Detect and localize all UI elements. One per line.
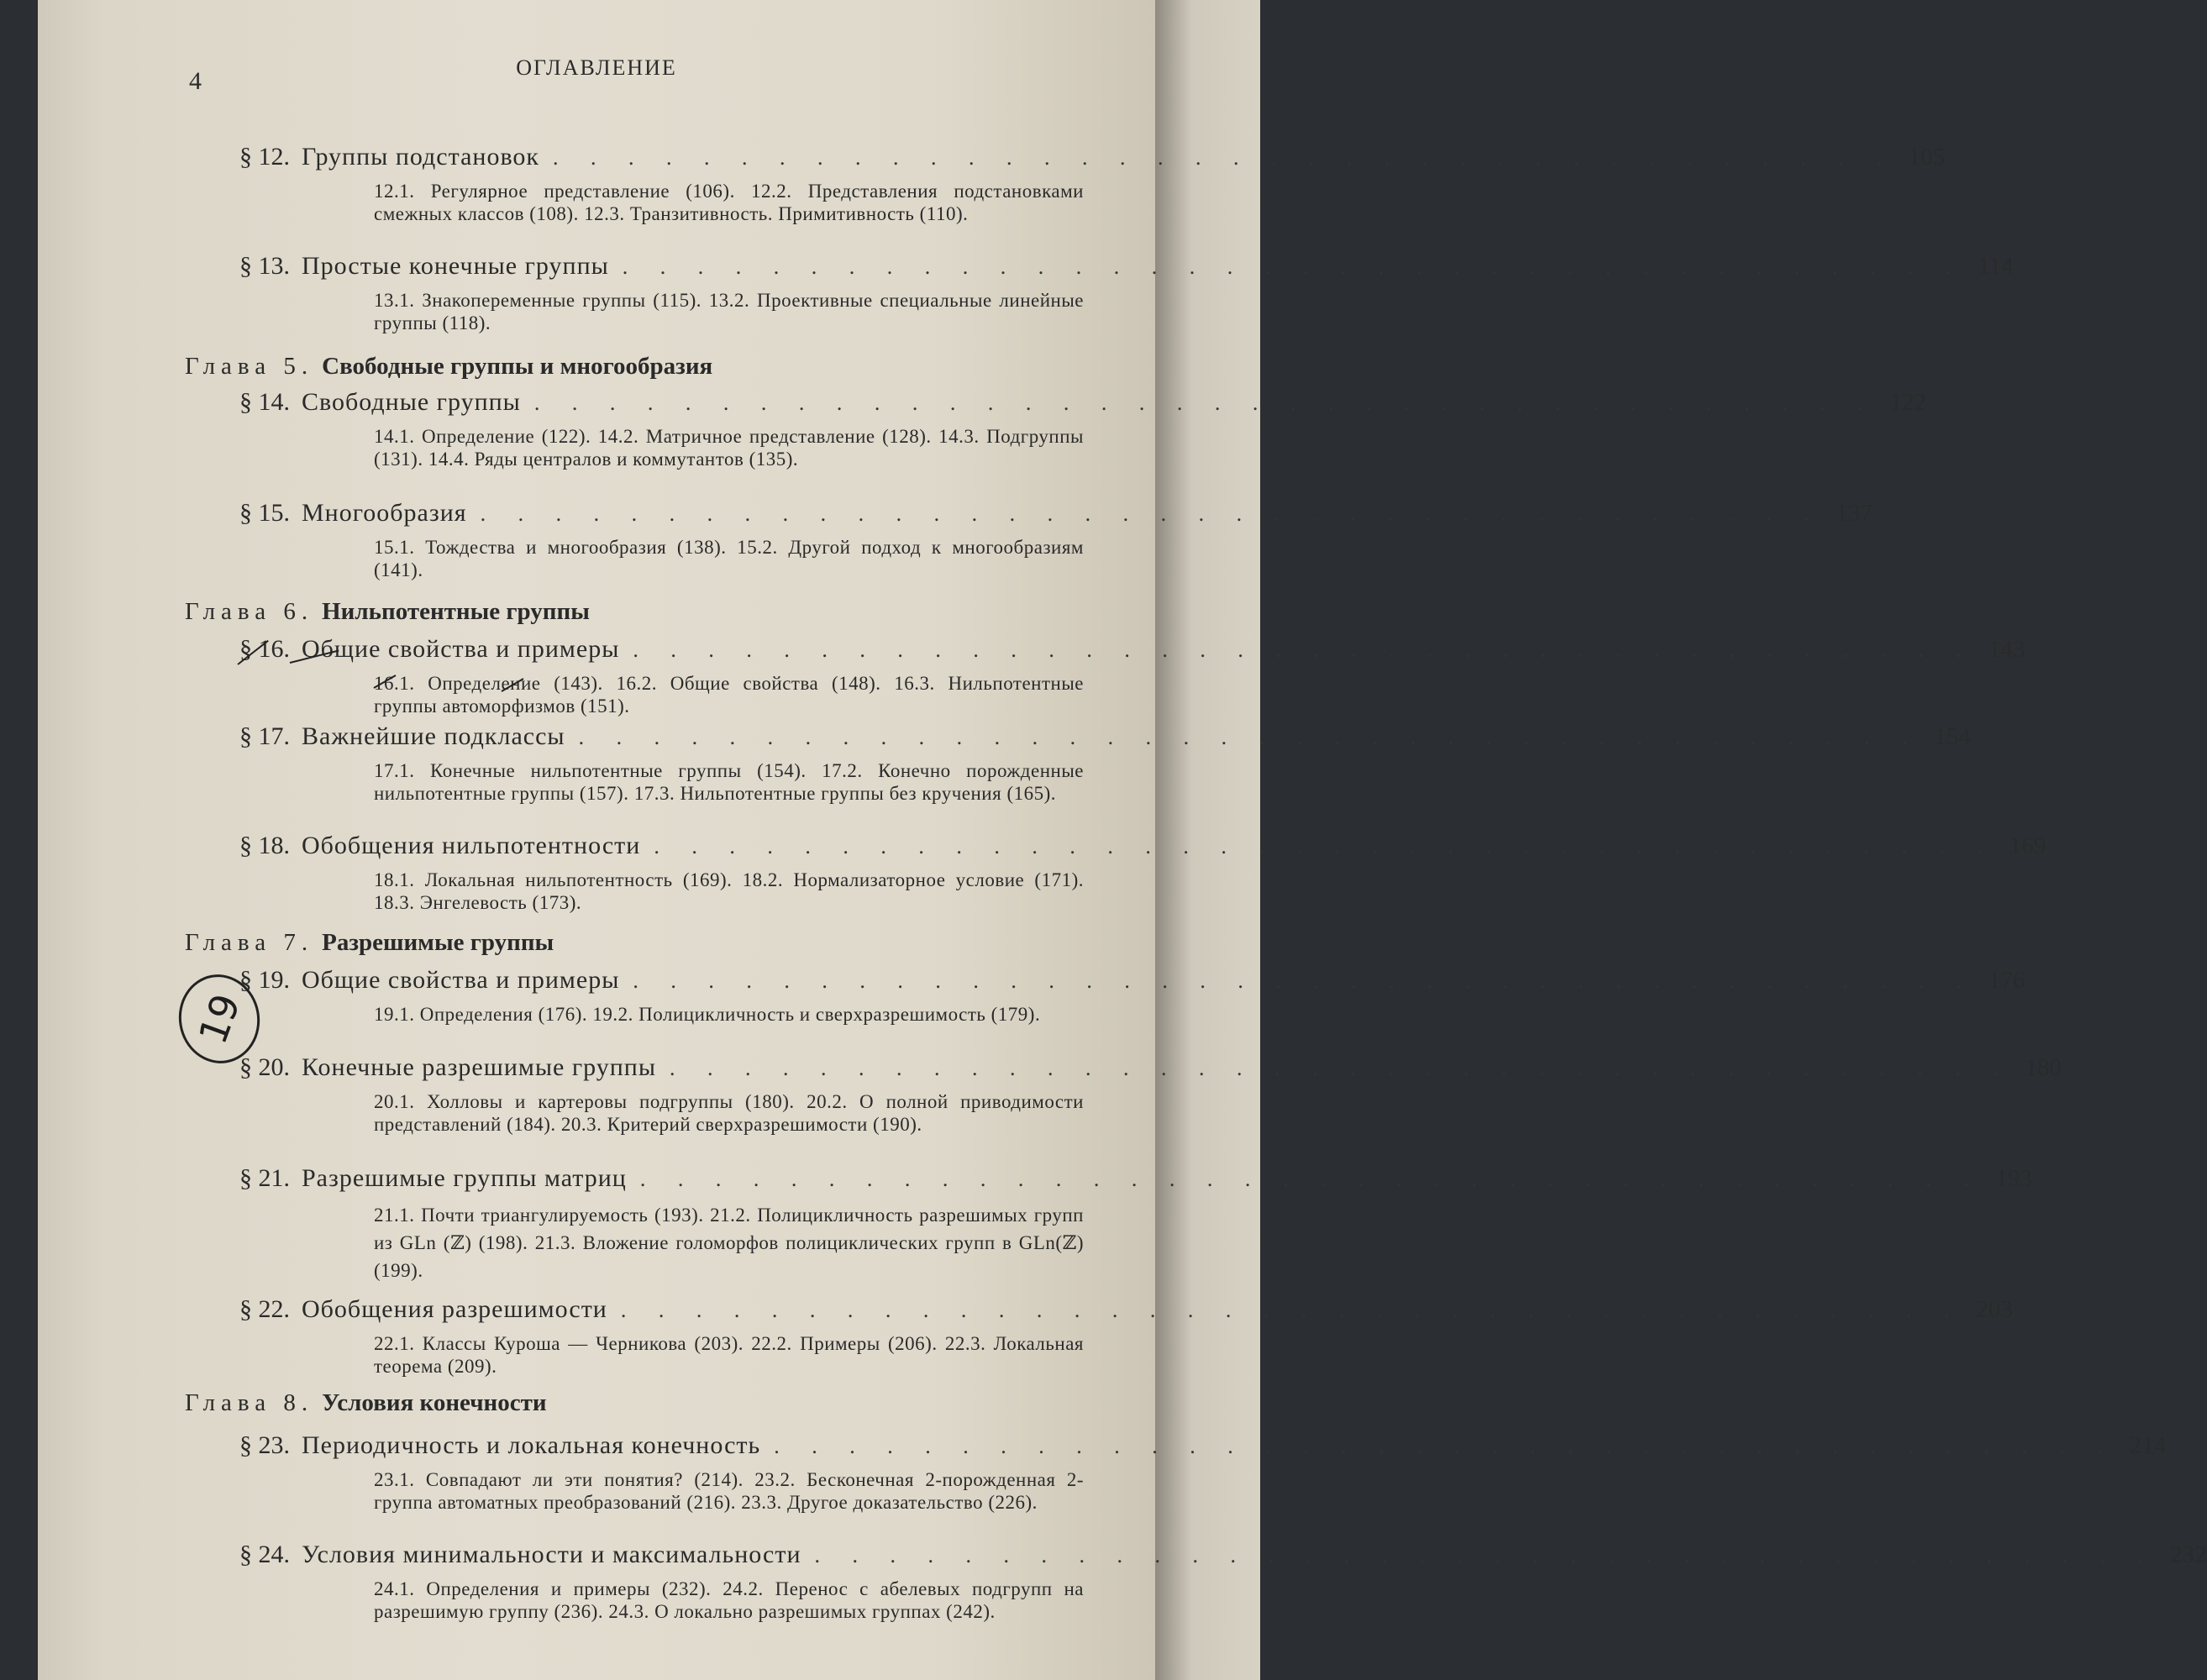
section-title: Группы подстановок: [302, 143, 539, 171]
leader-dots: . . . . . . . . . . . . . . . . . . . . . . . . . . . . . . . . . . . .: [654, 834, 1996, 858]
section-page: 180: [2025, 1054, 2062, 1081]
chapter-label: Глава 7.: [185, 929, 314, 956]
chapter-heading: [185, 598, 590, 626]
section-title: Обобщения разрешимости: [302, 1295, 607, 1323]
section-page: 214: [2129, 1432, 2167, 1459]
handwritten-circled-number: 19: [172, 968, 267, 1069]
section-page: 176: [1988, 967, 2026, 994]
leader-dots: . . . . . . . . . . . . . . . . . . . . . . . . . . . . . . . . . . . .: [622, 255, 1965, 279]
toc-section: [239, 635, 2026, 669]
section-title: Многообразия: [302, 499, 467, 527]
section-number: § 13.: [239, 252, 290, 280]
toc-section: [239, 1295, 2013, 1329]
section-title: Свободные группы: [302, 388, 521, 416]
toc-section: [239, 388, 1926, 422]
leader-dots: . . . . . . . . . . . . . . . . . . . . . . . . . . . . . . . . . . . .: [552, 145, 1895, 170]
section-page: 105: [1908, 144, 1945, 171]
leader-dots: . . . . . . . . . . . . . . . . . . . . . . . . . . . . . . . . . . . .: [633, 638, 1975, 662]
section-page: 137: [1836, 500, 1873, 527]
section-number: § 22.: [239, 1295, 290, 1323]
section-title: Условия минимальности и максимальности: [302, 1541, 801, 1568]
section-title: Разрешимые группы матриц: [302, 1164, 627, 1192]
page-number: 4: [189, 67, 202, 95]
section-title: Простые конечные группы: [302, 252, 609, 280]
section-title: Обобщения нильпотентности: [302, 832, 641, 859]
chapter-title: Разрешимые группы: [322, 929, 554, 956]
chapter-title: Нильпотентные группы: [322, 598, 590, 625]
toc-section: [239, 1541, 2207, 1574]
section-number: § 20.: [239, 1053, 290, 1081]
subsection-list: 14.1. Определение (122). 14.2. Матричное представление (128). 14.3. Подгруппы (131). 14.4. Ряды централов и коммутантов (135).: [374, 426, 1084, 470]
leader-dots: . . . . . . . . . . . . . . . . . . . . . . . . . . . . . . . . . . . .: [639, 1167, 1983, 1191]
section-number: § 12.: [239, 143, 290, 171]
section-page: 154: [1934, 723, 1971, 750]
subsection-list: 17.1. Конечные нильпотентные группы (154). 17.2. Конечно порожденные нильпотентные группы (157). 17.3. Нильпотентные группы без кручения (165).: [374, 760, 1084, 804]
chapter-heading: [185, 929, 554, 957]
section-number: § 16.: [239, 635, 290, 663]
subsection-list: 21.1. Почти триангулируемость (193). 21.2. Полицикличность разрешимых групп из GLn (ℤ) (198). 21.3. Вложение голоморфов полициклических групп в GLn(ℤ) (199).: [374, 1205, 1084, 1281]
leader-dots: . . . . . . . . . . . . . . . . . . . . . . . . . . . . . . . . . . . .: [670, 1056, 2012, 1080]
chapter-heading: [185, 1389, 547, 1417]
section-title: Конечные разрешимые группы: [302, 1053, 657, 1081]
chapter-label: Глава 5.: [185, 353, 314, 380]
subsection-list: 13.1. Знакопеременные группы (115). 13.2. Проективные специальные линейные группы (118).: [374, 290, 1084, 333]
toc-section: [239, 499, 1873, 533]
toc-section: [239, 722, 1971, 756]
chapter-title: Условия конечности: [322, 1389, 547, 1416]
section-title: Общие свойства и примеры: [302, 635, 620, 663]
section-page: 203: [1976, 1296, 2013, 1323]
section-page: 193: [1995, 1165, 2032, 1192]
section-number: § 18.: [239, 832, 290, 859]
toc-section: [239, 1053, 2062, 1087]
leader-dots: . . . . . . . . . . . . . . . . . . . . . . . . . . . . . . . . . . . .: [480, 501, 1823, 526]
subsection-list: 18.1. Локальная нильпотентность (169). 18.2. Нормализаторное условие (171). 18.3. Энгелевость (173).: [374, 869, 1084, 913]
subsection-list: 15.1. Тождества и многообразия (138). 15.2. Другой подход к многообразиям (141).: [374, 537, 1084, 580]
toc-section: [239, 1164, 2032, 1198]
leader-dots: . . . . . . . . . . . . . . . . . . . . . . . . . . . . . . . . . . . .: [814, 1543, 2157, 1567]
section-title: Периодичность и локальная конечность: [302, 1431, 761, 1459]
section-number: § 24.: [239, 1541, 290, 1568]
section-number: § 14.: [239, 388, 290, 416]
section-number: § 21.: [239, 1164, 290, 1192]
toc-section: [239, 832, 2047, 865]
subsection-list: 12.1. Регулярное представление (106). 12.2. Представления подстановками смежных классов (108). 12.3. Транзитивность. Примитивность (110).: [374, 181, 1084, 224]
section-page: 122: [1889, 389, 1926, 416]
leader-dots: . . . . . . . . . . . . . . . . . . . . . . . . . . . . . . . . . . . .: [533, 391, 1877, 415]
leader-dots: . . . . . . . . . . . . . . . . . . . . . . . . . . . . . . . . . . . .: [578, 725, 1921, 749]
subsection-list: 19.1. Определения (176). 19.2. Полицикличность и сверхразрешимость (179).: [374, 1004, 1041, 1025]
section-title: Важнейшие подклассы: [302, 722, 565, 750]
leader-dots: . . . . . . . . . . . . . . . . . . . . . . . . . . . . . . . . . . . .: [620, 1298, 1963, 1322]
section-number: § 17.: [239, 722, 290, 750]
section-page: 232: [2170, 1541, 2207, 1568]
toc-section: [239, 966, 2026, 1000]
leader-dots: . . . . . . . . . . . . . . . . . . . . . . . . . . . . . . . . . . . .: [774, 1434, 2116, 1458]
subsection-list: 22.1. Классы Куроша — Черникова (203). 22.2. Примеры (206). 22.3. Локальная теорема (209).: [374, 1333, 1084, 1377]
toc-section: [239, 252, 2014, 286]
section-title: Общие свойства и примеры: [302, 966, 620, 994]
chapter-heading: [185, 353, 712, 381]
leader-dots: . . . . . . . . . . . . . . . . . . . . . . . . . . . . . . . . . . . .: [633, 969, 1975, 993]
section-page: 143: [1988, 636, 2026, 663]
running-head: ОГЛАВЛЕНИЕ: [516, 55, 677, 80]
chapter-title: Свободные группы и многообразия: [322, 353, 713, 380]
chapter-label: Глава 8.: [185, 1389, 314, 1416]
table-of-contents: [38, 0, 2207, 1680]
section-number: § 15.: [239, 499, 290, 527]
section-number: § 19.: [239, 966, 290, 994]
subsection-list: 23.1. Совпадают ли эти понятия? (214). 23.2. Бесконечная 2-порожденная 2-группа автоматных преобразований (216). 23.3. Другое доказательство (226).: [374, 1469, 1084, 1513]
toc-section: [239, 1431, 2167, 1465]
toc-section: [239, 143, 1945, 176]
chapter-label: Глава 6.: [185, 598, 314, 625]
section-number: § 23.: [239, 1431, 290, 1459]
section-page: 114: [1978, 253, 2014, 280]
subsection-list: 16.1. Определение (143). 16.2. Общие свойства (148). 16.3. Нильпотентные группы автоморфизмов (151).: [374, 673, 1084, 717]
book-page: [38, 0, 2207, 1680]
subsection-list: 20.1. Холловы и картеровы подгруппы (180). 20.2. О полной приводимости представлений (184). 20.3. Критерий сверхразрешимости (190).: [374, 1091, 1084, 1135]
section-page: 169: [2009, 832, 2047, 859]
subsection-list: 24.1. Определения и примеры (232). 24.2. Перенос с абелевых подгрупп на разрешимую группу (236). 24.3. О локально разрешимых группах (242).: [374, 1578, 1084, 1622]
